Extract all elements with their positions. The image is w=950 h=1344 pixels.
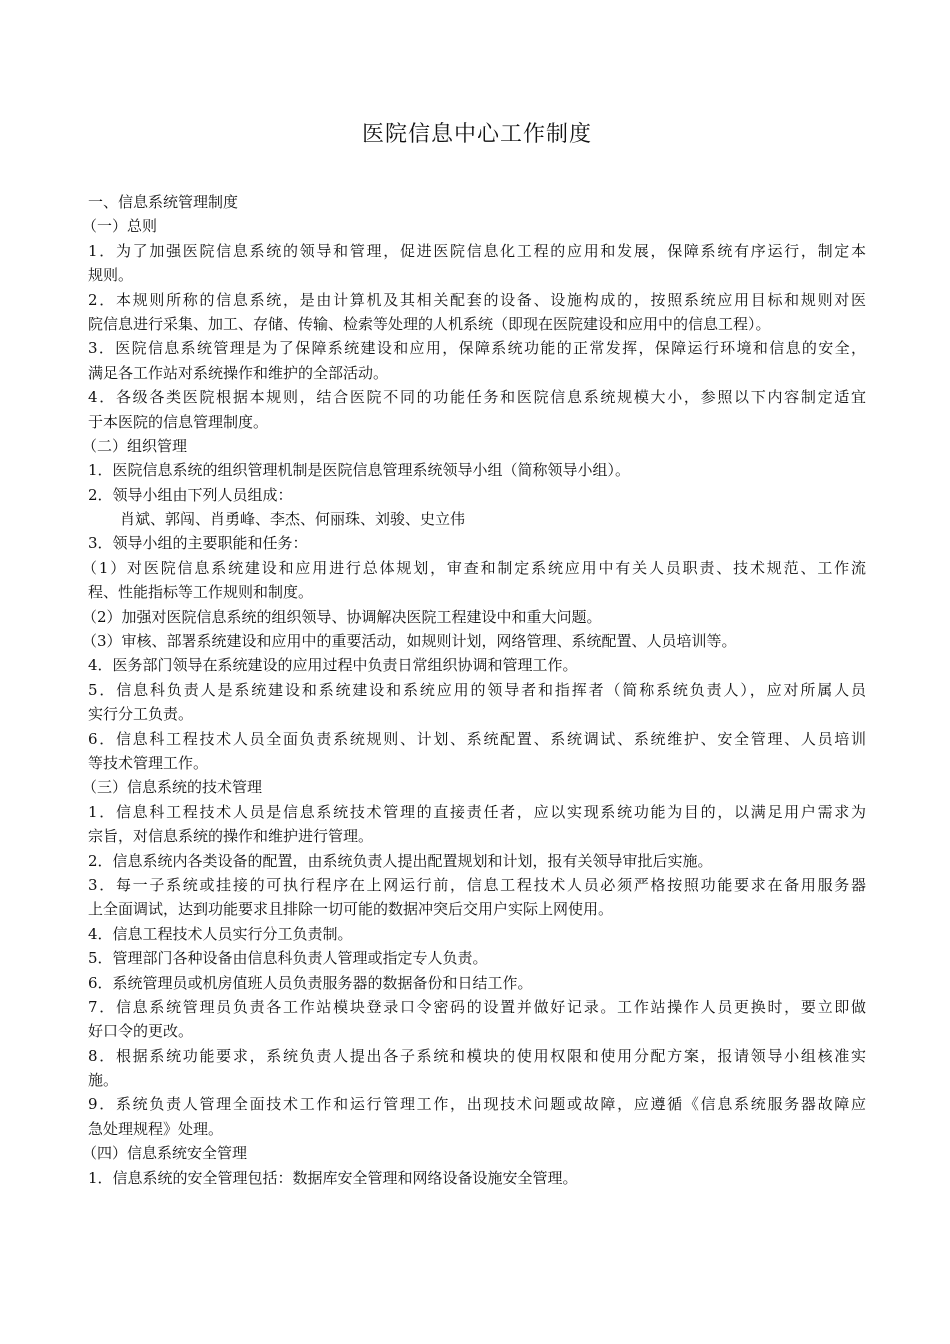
- text-line: 3．领导小组的主要职能和任务：: [88, 534, 308, 553]
- text-line: 3．每一子系统或挂接的可执行程序在上网运行前，信息工程技术人员必须严格按照功能要求在备用服务器: [88, 875, 866, 894]
- text-line: （四）信息系统安全管理: [82, 1144, 248, 1163]
- text-line: 等技术管理工作。: [88, 753, 209, 772]
- text-line: 1．信息系统的安全管理包括：数据库安全管理和网络设备设施安全管理。: [88, 1168, 578, 1187]
- text-line: 实行分工负责。: [88, 705, 194, 724]
- text-line: 6．信息科工程技术人员全面负责系统规则、计划、系统配置、系统调试、系统维护、安全管理、人员培训: [88, 729, 866, 748]
- text-line: （2）加强对医院信息系统的组织领导、协调解决医院工程建设中和重大问题。: [82, 607, 602, 626]
- text-line: （三）信息系统的技术管理: [82, 778, 263, 797]
- text-line: 8．根据系统功能要求，系统负责人提出各子系统和模块的使用权限和使用分配方案，报请领导小组核准实: [88, 1046, 866, 1065]
- text-line: 5．管理部门各种设备由信息科负责人管理或指定专人负责。: [88, 949, 488, 968]
- text-line: 1．为了加强医院信息系统的领导和管理，促进医院信息化工程的应用和发展，保障系统有序运行，制定本: [88, 241, 866, 260]
- document-title: 医院信息中心工作制度: [361, 122, 592, 147]
- text-line: （1）对医院信息系统建设和应用进行总体规划，审查和制定系统应用中有关人员职责、技术规范、工作流: [82, 558, 866, 577]
- text-line: 4．信息工程技术人员实行分工负责制。: [88, 924, 353, 943]
- text-line: 上全面调试，达到功能要求且排除一切可能的数据冲突后交用户实际上网使用。: [88, 900, 614, 919]
- text-line: 4．医务部门领导在系统建设的应用过程中负责日常组织协调和管理工作。: [88, 656, 578, 675]
- text-line: 一、信息系统管理制度: [88, 193, 239, 211]
- text-line: 7．信息系统管理员负责各工作站模块登录口令密码的设置并做好记录。工作站操作人员更换时，要立即做: [88, 997, 866, 1016]
- text-line: 6．系统管理员或机房值班人员负责服务器的数据备份和日结工作。: [88, 973, 533, 992]
- text-line: （一）总则: [82, 217, 158, 236]
- text-line: （3）审核、部署系统建设和应用中的重要活动，如规则计划，网络管理、系统配置、人员培训等。: [82, 632, 737, 651]
- text-line: 4．各级各类医院根据本规则，结合医院不同的功能任务和医院信息系统规模大小，参照以下内容制定适宜: [88, 388, 866, 407]
- text-line: 好口令的更改。: [88, 1022, 194, 1041]
- text-line: （二）组织管理: [82, 436, 188, 455]
- text-line: 2．领导小组由下列人员组成：: [88, 485, 293, 504]
- document-body: [82, 190, 866, 1190]
- text-line: 院信息进行采集、加工、存储、传输、检索等处理的人机系统（即现在医院建设和应用中的信息工程）。: [88, 314, 771, 333]
- text-line: 1．医院信息系统的组织管理机制是医院信息管理系统领导小组（简称领导小组）。: [88, 461, 631, 480]
- text-line: 满足各工作站对系统操作和维护的全部活动。: [88, 363, 389, 382]
- text-line: 9．系统负责人管理全面技术工作和运行管理工作，出现技术问题或故障，应遵循《信息系统服务器故障应: [88, 1095, 866, 1114]
- text-line: 2．本规则所称的信息系统，是由计算机及其相关配套的设备、设施构成的，按照系统应用目标和规则对医: [88, 290, 866, 309]
- text-line: 1．信息科工程技术人员是信息系统技术管理的直接责任者，应以实现系统功能为目的，以满足用户需求为: [88, 802, 866, 821]
- text-line: 于本医院的信息管理制度。: [88, 412, 269, 431]
- text-line: 2．信息系统内各类设备的配置，由系统负责人提出配置规划和计划，报有关领导审批后实施。: [88, 851, 713, 870]
- text-line: 急处理规程》处理。: [88, 1119, 224, 1138]
- text-line: 宗旨，对信息系统的操作和维护进行管理。: [88, 827, 374, 846]
- text-line: 3．医院信息系统管理是为了保障系统建设和应用，保障系统功能的正常发挥，保障运行环境和信息的安全，: [88, 339, 866, 358]
- text-line: 肖斌、郭闯、肖勇峰、李杰、何丽珠、刘骏、史立伟: [120, 510, 466, 529]
- text-line: 规则。: [88, 266, 134, 285]
- text-line: 施。: [88, 1071, 119, 1090]
- text-line: 5．信息科负责人是系统建设和系统建设和系统应用的领导者和指挥者（简称系统负责人），应对所属人员: [88, 680, 866, 699]
- text-line: 程、性能指标等工作规则和制度。: [88, 583, 314, 602]
